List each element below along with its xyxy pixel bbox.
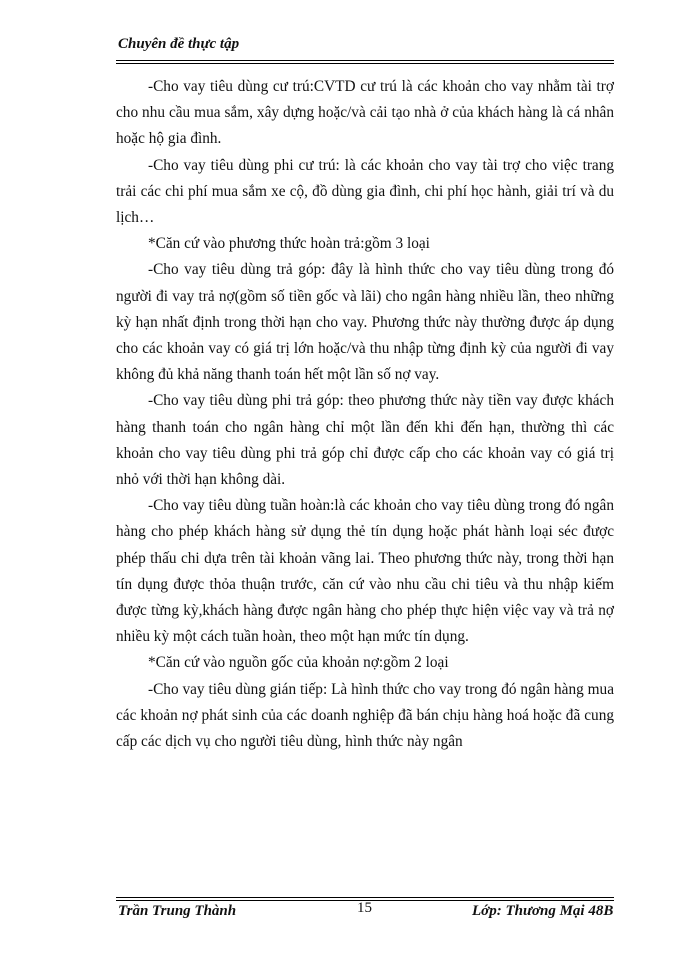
header-divider — [116, 60, 614, 64]
footer-author: Trần Trung Thành — [118, 903, 237, 919]
paragraph: -Cho vay tiêu dùng cư trú:CVTD cư trú là các khoản cho vay nhằm tài trợ cho nhu cầu mua sắm, xây dựng hoặc/và cải tạo nhà ở của khách hàng là cá nhân hoặc hộ gia đình. — [116, 78, 614, 148]
paragraph: -Cho vay tiêu dùng phi cư trú: là các khoản cho vay tài trợ cho việc trang trải các chi phí mua sắm xe cộ, đồ dùng gia đình, chi phí học hành, giải trí và du lịch… — [116, 156, 614, 227]
paragraph: -Cho vay tiêu dùng trả góp: đây là hình thức cho vay tiêu dùng trong đó người đi vay trả nợ(gồm số tiền gốc và lãi) cho ngân hàng nhiều lần, theo những kỳ hạn nhất định trong thời hạn cho vay. Phương thức này thường được áp dụng cho các khoản vay có giá trị lớn hoặc/và thu nhập từng định kỳ của người đi vay không đủ khả năng thanh toán hết một lần số nợ vay. — [116, 261, 614, 384]
paragraph: -Cho vay tiêu dùng phi trả góp: theo phương thức này tiền vay được khách hàng thanh toán cho ngân hàng chỉ một lần đến khi đến hạn, thường thì các khoản cho vay tiêu dùng phi trả góp chỉ được cấp cho các khoản vay có giá trị nhỏ với thời hạn không dài. — [116, 392, 614, 489]
paragraph: -Cho vay tiêu dùng gián tiếp: Là hình thức cho vay trong đó ngân hàng mua các khoản nợ phát sinh của các doanh nghiệp đã bán chịu hàng hoá hoặc đã cung cấp các dịch vụ cho người tiêu dùng, hình thức này ngân — [116, 680, 614, 751]
section-heading: *Căn cứ vào nguồn gốc của khoản nợ:gồm 2 loại — [148, 654, 449, 672]
paragraph: -Cho vay tiêu dùng tuần hoàn:là các khoản cho vay tiêu dùng trong đó ngân hàng cho phép khách hàng sử dụng thẻ tín dụng hoặc phát hành loại séc được phép thấu chi dựa trên tài khoản vãng lai. Theo phương thức này, trong thời hạn tín dụng được thỏa thuận trước, căn cứ vào nhu cầu chi tiêu và thu nhập kiếm được từng kỳ,khách hàng được ngân hàng cho phép thực hiện việc vay và trả nợ nhiều kỳ một cách tuần hoàn, theo một hạn mức tín dụng. — [116, 497, 614, 646]
page-header-title: Chuyên đề thực tập — [118, 36, 240, 52]
page-number: 15 — [357, 900, 372, 916]
footer-class-label: Lớp: Thương Mại 48B — [472, 903, 614, 919]
document-body — [116, 74, 614, 755]
section-heading: *Căn cứ vào phương thức hoàn trả:gồm 3 loại — [148, 235, 430, 253]
